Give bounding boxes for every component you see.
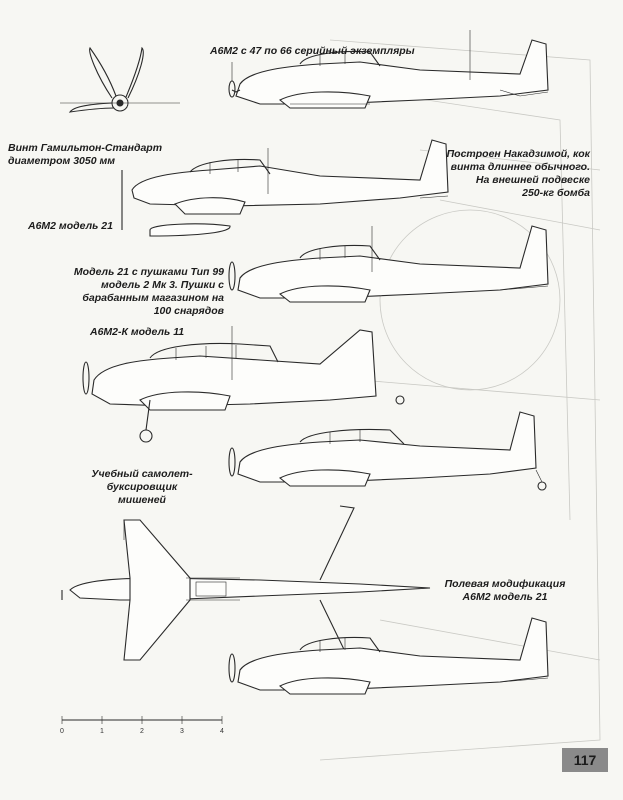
scale-tick-1: 1 bbox=[100, 728, 104, 735]
plane-a6m2-serial bbox=[229, 30, 548, 108]
scale-tick-0: 0 bbox=[60, 728, 64, 735]
caption-type99-line4: 100 снарядов bbox=[153, 305, 224, 317]
caption-type99-line3: барабанным магазином на bbox=[82, 292, 224, 304]
scale-tick-2: 2 bbox=[140, 728, 144, 735]
caption-model21: А6М2 модель 21 bbox=[28, 220, 113, 232]
page-number: 117 bbox=[562, 748, 608, 772]
caption-propeller bbox=[8, 142, 162, 168]
caption-nakajima bbox=[420, 148, 590, 200]
caption-propeller-line1: Винт Гамильтон-Стандарт bbox=[8, 142, 163, 154]
caption-trainer-line1: Учебный самолет- bbox=[91, 468, 193, 480]
caption-nakajima-line2: винта длиннее обычного. bbox=[450, 161, 590, 173]
plane-field-mod bbox=[229, 618, 548, 694]
caption-type99 bbox=[20, 266, 224, 318]
caption-type99-line1: Модель 21 с пушками Тип 99 bbox=[73, 266, 224, 278]
caption-field-line1: Полевая модификация bbox=[444, 578, 566, 590]
caption-field-mod bbox=[440, 578, 570, 604]
scale-tick-3: 3 bbox=[180, 728, 184, 735]
caption-trainer-line2: буксировщик мишеней bbox=[106, 481, 178, 506]
plane-nakajima-bomb bbox=[122, 140, 448, 236]
scale-tick-4: 4 bbox=[220, 728, 224, 735]
caption-a6m2-serial: А6М2 с 47 по 66 серийный экземпляры bbox=[210, 45, 415, 57]
caption-field-line2: А6М2 модель 21 bbox=[462, 591, 548, 603]
scale-bar bbox=[62, 716, 222, 724]
caption-nakajima-line3: На внешней подвеске bbox=[475, 174, 590, 186]
caption-nakajima-line1: Построен Накадзимой, кок bbox=[446, 148, 590, 160]
caption-propeller-line2: диаметром 3050 мм bbox=[8, 155, 116, 167]
plane-type99-guns bbox=[229, 226, 548, 302]
plane-target-tug bbox=[229, 412, 546, 490]
caption-type99-line2: модель 2 Мк 3. Пушки с bbox=[101, 279, 224, 291]
propeller-front-view bbox=[60, 48, 180, 112]
caption-a6m2-k: А6М2-К модель 11 bbox=[90, 326, 185, 338]
caption-trainer bbox=[82, 468, 202, 507]
caption-nakajima-line4: 250-кг бомба bbox=[522, 187, 590, 199]
plane-a6m2-k bbox=[83, 326, 404, 442]
plane-plan-view bbox=[62, 506, 430, 672]
